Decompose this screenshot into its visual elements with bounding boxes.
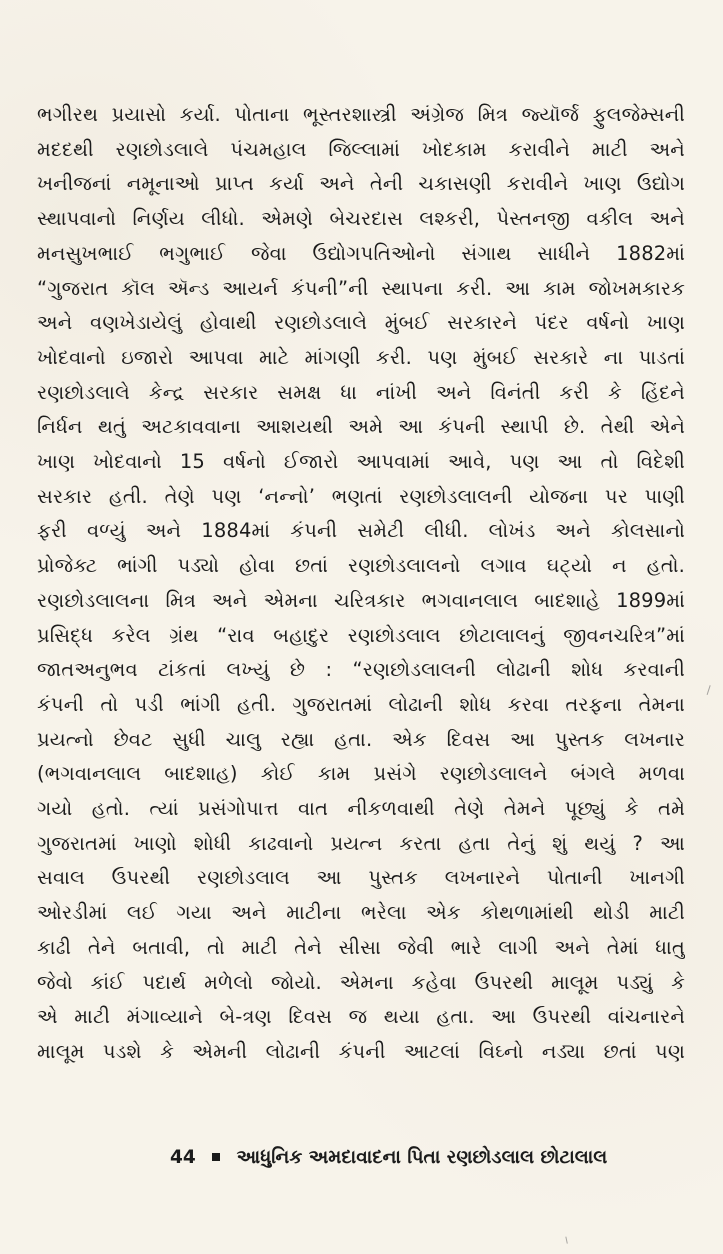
text-line: “ગુજરાત કૉલ ઍન્ડ આયર્ન કંપની”ની સ્થાપના કરી. આ કામ જોખમકારક bbox=[37, 276, 685, 300]
text-line: ગયો હતો. ત્યાં પ્રસંગોપાત્ત વાત નીકળવાથી તેણે તેમને પૂછ્યું કે તમે bbox=[37, 797, 685, 821]
text-line: ખોદવાનો ઇજારો આપવા માટે માંગણી કરી. પણ મુંબઈ સરકારે ના પાડતાં bbox=[37, 345, 685, 369]
text-line: સરકાર હતી. તેણે પણ ‘નન્નો’ ભણતાં રણછોડલાલની યોજના પર પાણી bbox=[37, 484, 685, 508]
paper-speck-mark bbox=[565, 1235, 573, 1243]
text-line: કંપની તો પડી ભાંગી હતી. ગુજરાતમાં લોઢાની શોધ કરવા તરફના તેમના bbox=[37, 692, 685, 716]
text-line: ખનીજનાં નમૂનાઓ પ્રાપ્ત કર્યા અને તેની ચકાસણી કરાવીને ખાણ ઉદ્યોગ bbox=[37, 172, 685, 196]
text-line: (ભગવાનલાલ બાદશાહ) કોઈ કામ પ્રસંગે રણછોડલાલને બંગલે મળવા bbox=[37, 762, 685, 786]
text-line: જેવો કાંઈ પદાર્થ મળેલો જોયો. એમના કહેવા ઉપરથી માલૂમ પડ્યું કે bbox=[37, 970, 685, 994]
text-line: ફરી વળ્યું અને 1884માં કંપની સમેટી લીધી. લોખંડ અને કોલસાનો bbox=[37, 519, 685, 543]
text-line: સ્થાપવાનો નિર્ણય લીધો. એમણે બેચરદાસ લશ્કરી, પેસ્તનજી વકીલ અને bbox=[37, 207, 685, 231]
text-line: પ્રોજેક્ટ ભાંગી પડ્યો હોવા છતાં રણછોડલાલનો લગાવ ઘટ્યો ન હતો. bbox=[37, 554, 685, 578]
text-line: મદદથી રણછોડલાલે પંચમહાલ જિલ્લામાં ખોદકામ કરાવીને માટી અને bbox=[37, 137, 685, 161]
page-number: 44 bbox=[170, 1147, 196, 1168]
text-line: જાતઅનુભવ ટાંકતાં લખ્યું છે : “રણછોડલાલની લોઢાની શોધ કરવાની bbox=[37, 658, 685, 682]
text-line: રણછોડલાલે કેન્દ્ર સરકાર સમક્ષ ધા નાંખી અને વિનંતી કરી કે હિંદને bbox=[37, 380, 685, 404]
book-title: આધુનિક અમદાવાદના પિતા રણછોડલાલ છોટાલાલ bbox=[236, 1147, 608, 1168]
text-line: એ માટી મંગાવ્યાને બે-ત્રણ દિવસ જ થયા હતા. આ ઉપરથી વાંચનારને bbox=[37, 1005, 685, 1029]
text-line: પ્રસિદ્ધ કરેલ ગ્રંથ “રાવ બહાદુર રણછોડલાલ છોટાલાલનું જીવનચરિત્ર”માં bbox=[37, 623, 685, 647]
text-line: ખાણ ખોદવાનો 15 વર્ષનો ઈજારો આપવામાં આવે, પણ આ તો વિદેશી bbox=[37, 450, 685, 474]
page-footer bbox=[170, 1146, 608, 1170]
text-line: ભગીરથ પ્રયાસો કર્યા. પોતાના ભૂસ્તરશાસ્ત્રી અંગ્રેજ મિત્ર જ્યૉર્જ ફુલજેમ્સની bbox=[37, 103, 685, 126]
text-line: સવાલ ઉપરથી રણછોડલાલ આ પુસ્તક લખનારને પોતાની ખાનગી bbox=[37, 866, 685, 890]
text-line: ઓરડીમાં લઈ ગયા અને માટીના ભરેલા એક કોથળામાંથી થોડી માટી bbox=[37, 901, 685, 925]
text-line: મનસુખભાઈ ભગુભાઈ જેવા ઉદ્યોગપતિઓનો સંગાથ સાધીને 1882માં bbox=[37, 241, 685, 265]
text-line: રણછોડલાલના મિત્ર અને એમના ચરિત્રકાર ભગવાનલાલ બાદશાહે 1899માં bbox=[37, 588, 685, 612]
page-body-text bbox=[37, 98, 685, 1070]
footer-separator-square bbox=[212, 1153, 220, 1161]
text-line: કાઢી તેને બતાવી, તો માટી તેને સીસા જેવી ભારે લાગી અને તેમાં ધાતુ bbox=[37, 935, 685, 959]
text-line: નિર્ધન થતું અટકાવવાના આશયથી અમે આ કંપની સ્થાપી છે. તેથી એને bbox=[37, 415, 685, 439]
text-line: પ્રયત્નો છેવટ સુધી ચાલુ રહ્યા હતા. એક દિવસ આ પુસ્તક લખનાર bbox=[37, 727, 685, 751]
text-line: ગુજરાતમાં ખાણો શોધી કાઢવાનો પ્રયત્ન કરતા હતા તેનું શું થયું ? આ bbox=[37, 831, 685, 855]
paper-speck-mark bbox=[707, 685, 717, 697]
text-line: અને વણખેડાયેલું હોવાથી રણછોડલાલે મુંબઈ સરકારને પંદર વર્ષનો ખાણ bbox=[37, 311, 685, 335]
text-line: માલૂમ પડશે કે એમની લોઢાની કંપની આટલાં વિઘ્નો નડ્યા છતાં પણ bbox=[37, 1039, 685, 1063]
